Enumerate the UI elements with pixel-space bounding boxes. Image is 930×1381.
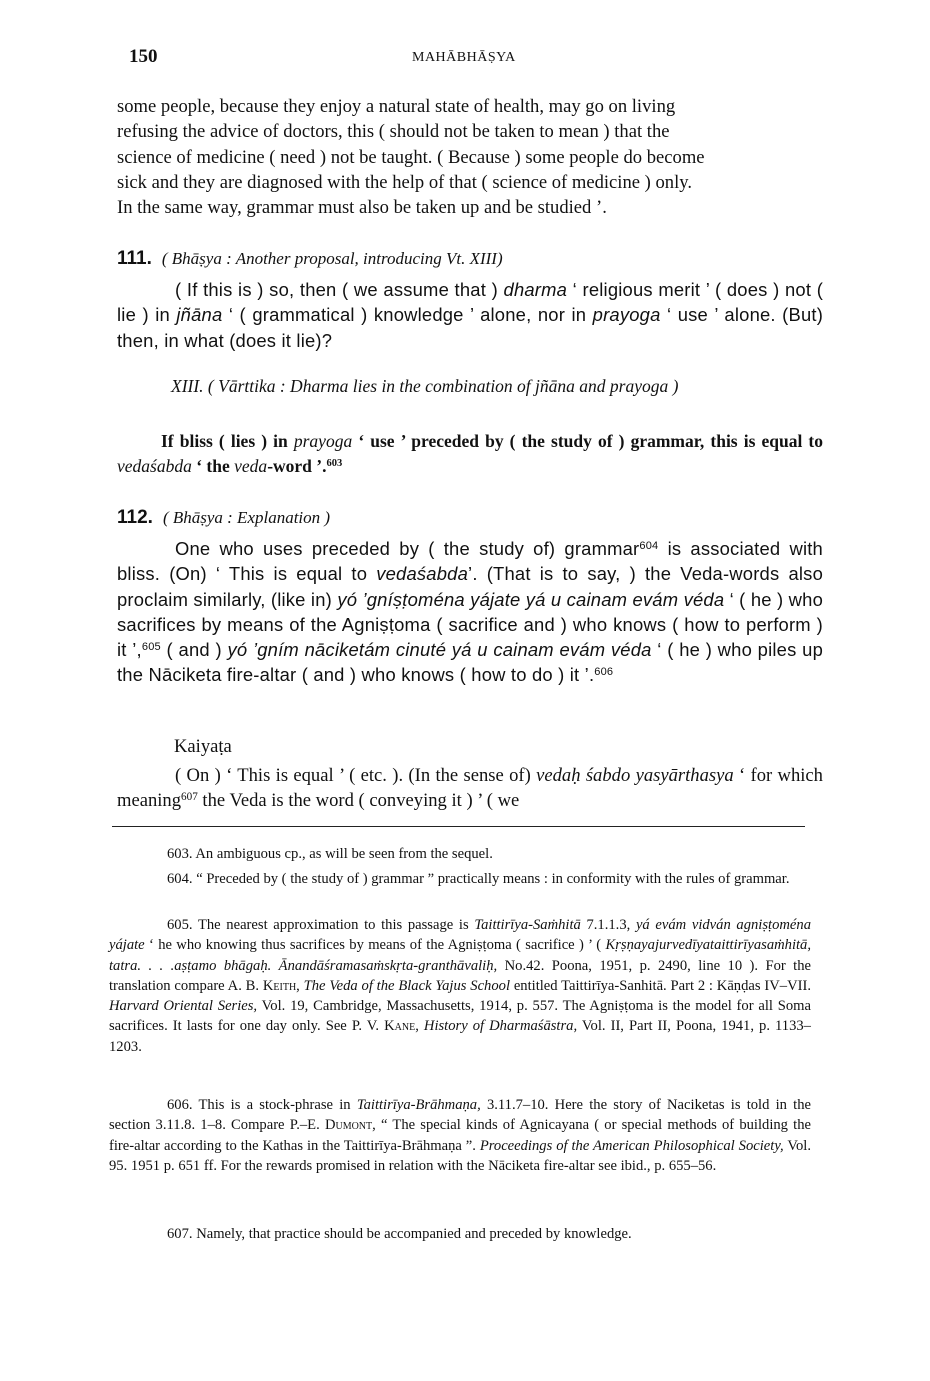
text: Vol. 19, Cambridge, Massachusetts, 1914, p. 557. The Agniṣṭoma is the model for all Soma sacrifices. It lasts for one day only. See P. V.: [109, 998, 811, 1035]
kaiyata-paragraph: [117, 763, 823, 814]
term-prayoga: prayoga: [293, 431, 353, 451]
section-number: 111.: [117, 248, 152, 269]
text: ’. (That is to say, ) the Veda-words also proclaim similarly, (like in): [117, 563, 823, 610]
page-number: 150: [129, 46, 158, 67]
text: ( If this is ) so, then ( we assume that ): [175, 279, 498, 300]
term-prayoga: prayoga: [592, 304, 661, 326]
author-name: Dumont,: [324, 1117, 376, 1134]
text: 606. This is a stock-phrase in: [167, 1097, 351, 1113]
section-112-paragraph: [117, 536, 823, 688]
text: If bliss ( lies ) in: [161, 431, 288, 451]
varttika-heading: XIII. ( Vārttika : Dharma lies in the combination of jñāna and prayoga ): [171, 376, 679, 396]
citation-title: History of Dharmaśāstra,: [423, 1018, 578, 1035]
text: is associated with bliss. (On) ‘ This is equal to: [117, 538, 823, 585]
text: One who uses preceded by ( the study of) grammar: [175, 538, 640, 559]
footnote-604: 604. “ Preceded by ( the study of ) grammar ” practically means : in conformity with the rules of grammar.: [167, 871, 790, 887]
term-veda: veda: [234, 456, 268, 477]
citation-title: Taittirīya-Brāhmaṇa,: [356, 1097, 481, 1113]
sanskrit-quote: yó ’gníṣṭoména yájate yá u cainam evám véda: [337, 588, 725, 610]
text: ‘ religious merit ’ ( does ) not ( lie ) in: [117, 279, 824, 326]
footnote-divider: [112, 826, 805, 827]
text: ( On ) ‘ This is equal ’ ( etc. ). (In the sense of): [175, 765, 531, 786]
footnote-605: [109, 915, 811, 1057]
section-title: ( Bhāṣya : Explanation ): [162, 508, 331, 527]
section-number: 112.: [117, 507, 153, 528]
citation-title: Taittirīya-Saṁhitā: [474, 917, 581, 933]
footnote-ref: 603: [326, 458, 343, 470]
text: ‘ he who knowing thus sacrifices by means of the Agniṣṭoma ( sacrifice ) ’ (: [149, 937, 602, 954]
intro-line: sick and they are diagnosed with the help of that ( science of medicine ) only.: [117, 171, 693, 193]
footnote-ref: 607: [181, 791, 198, 804]
text: ( and ): [166, 639, 222, 661]
text: 7.1.1.3,: [586, 917, 631, 933]
footnote-ref: 606: [594, 666, 614, 679]
term-vedasabda: vedaśabda: [117, 456, 192, 477]
text: ‘ ( he ) who sacrifices by means of the Agniṣṭoma ( sacrifice and ) who knows ( how to perform ) it ’,: [117, 588, 823, 661]
text: ‘ for which meaning: [117, 765, 823, 812]
footnote-606: [109, 1095, 811, 1176]
running-title: MAHĀBHĀṢYA: [412, 50, 516, 65]
text: -word ’.: [267, 456, 327, 477]
footnote-ref: 604: [639, 539, 659, 552]
text: “ The special kinds of Agnicayana ( or special methods of building the fire-altar according to the Kathas in the Taittirīya-Brāhmaṇa ”.: [109, 1117, 811, 1154]
text: ‘ ( he ) who piles up the Nāciketa fire-altar ( and ) who knows ( how to do ) it ’.: [117, 639, 824, 686]
section-112-heading: [117, 507, 330, 529]
text: the Veda is the word ( conveying it ) ’ ( we: [202, 790, 520, 812]
term-dharma: dharma: [503, 279, 568, 300]
intro-line: In the same way, grammar must also be taken up and be studied ’.: [117, 197, 607, 219]
text: ‘ the: [196, 456, 230, 477]
text: Vol. 95. 1951 p. 651 ff. For the rewards promised in relation with the Nāciketa fire-altar see ibid., p. 655–56.: [109, 1137, 811, 1174]
intro-line: science of medicine ( need ) not be taught. ( Because ) some people do become: [117, 146, 705, 168]
citation-title: Harvard Oriental Series,: [109, 998, 258, 1015]
term-vedasabda: vedaśabda: [376, 563, 469, 585]
citation-title: Proceedings of the American Philosophical Society,: [479, 1137, 784, 1154]
author-name: Keith,: [262, 977, 300, 994]
section-title: ( Bhāṣya : Another proposal, introducing Vt. XIII): [161, 249, 503, 268]
citation-title: Kṛṣṇayajurvedīyataittirīyasaṁhitā, tatra. . . .aṣṭamo bhāgaḥ. Ānandāśramasaṁskṛta-granthāvaliḥ,: [109, 937, 812, 974]
sanskrit-quote: yó ’gním nāciketám cinuté yá u cainam evám véda: [227, 639, 652, 661]
text: ‘ use ’ preceded by ( the study of ) grammar, this is equal to: [358, 431, 824, 451]
intro-line: refusing the advice of doctors, this ( should not be taken to mean ) that the: [117, 121, 670, 143]
text: entitled Taittirīya-Sanhitā. Part 2 : Kāṇḍas IV–VII.: [513, 977, 811, 994]
text: 3.11.7–10. Here the story of Naciketas is told in the section 3.11.8. 1–8. Compare P.–E.: [109, 1097, 812, 1134]
footnote-ref: 605: [141, 641, 161, 654]
text: Vol. II, Part II, Poona, 1941, p. 1133–1203.: [109, 1018, 811, 1055]
text: No.42. Poona, 1951, p. 2490, line 10 ). For the translation compare A. B.: [109, 957, 812, 994]
text: ‘ use ’ alone. (But) then, in what (does it lie)?: [117, 304, 824, 351]
author-name: Kane,: [384, 1018, 419, 1035]
sanskrit-quote: yá evám vidván agniṣṭoména yájate: [109, 917, 811, 954]
footnote-603: 603. An ambiguous cp., as will be seen from the sequel.: [167, 846, 493, 862]
section-111-paragraph: [117, 277, 823, 353]
section-111-heading: [117, 248, 503, 270]
footnote-607: 607. Namely, that practice should be accompanied and preceded by knowledge.: [167, 1226, 632, 1242]
term-jnana: jñāna: [176, 304, 223, 326]
intro-paragraph: [117, 94, 823, 220]
varttika-text: [117, 429, 823, 480]
citation-title: The Veda of the Black Yajus School: [303, 977, 510, 994]
sanskrit-quote: vedaḥ śabdo yasyārthasya: [536, 765, 734, 786]
intro-line: some people, because they enjoy a natural state of health, may go on living: [117, 96, 676, 117]
text: ‘ ( grammatical ) knowledge ’ alone, nor in: [228, 304, 587, 326]
kaiyata-label: Kaiyaṭa: [174, 736, 232, 757]
text: 605. The nearest approximation to this passage is: [167, 917, 469, 933]
